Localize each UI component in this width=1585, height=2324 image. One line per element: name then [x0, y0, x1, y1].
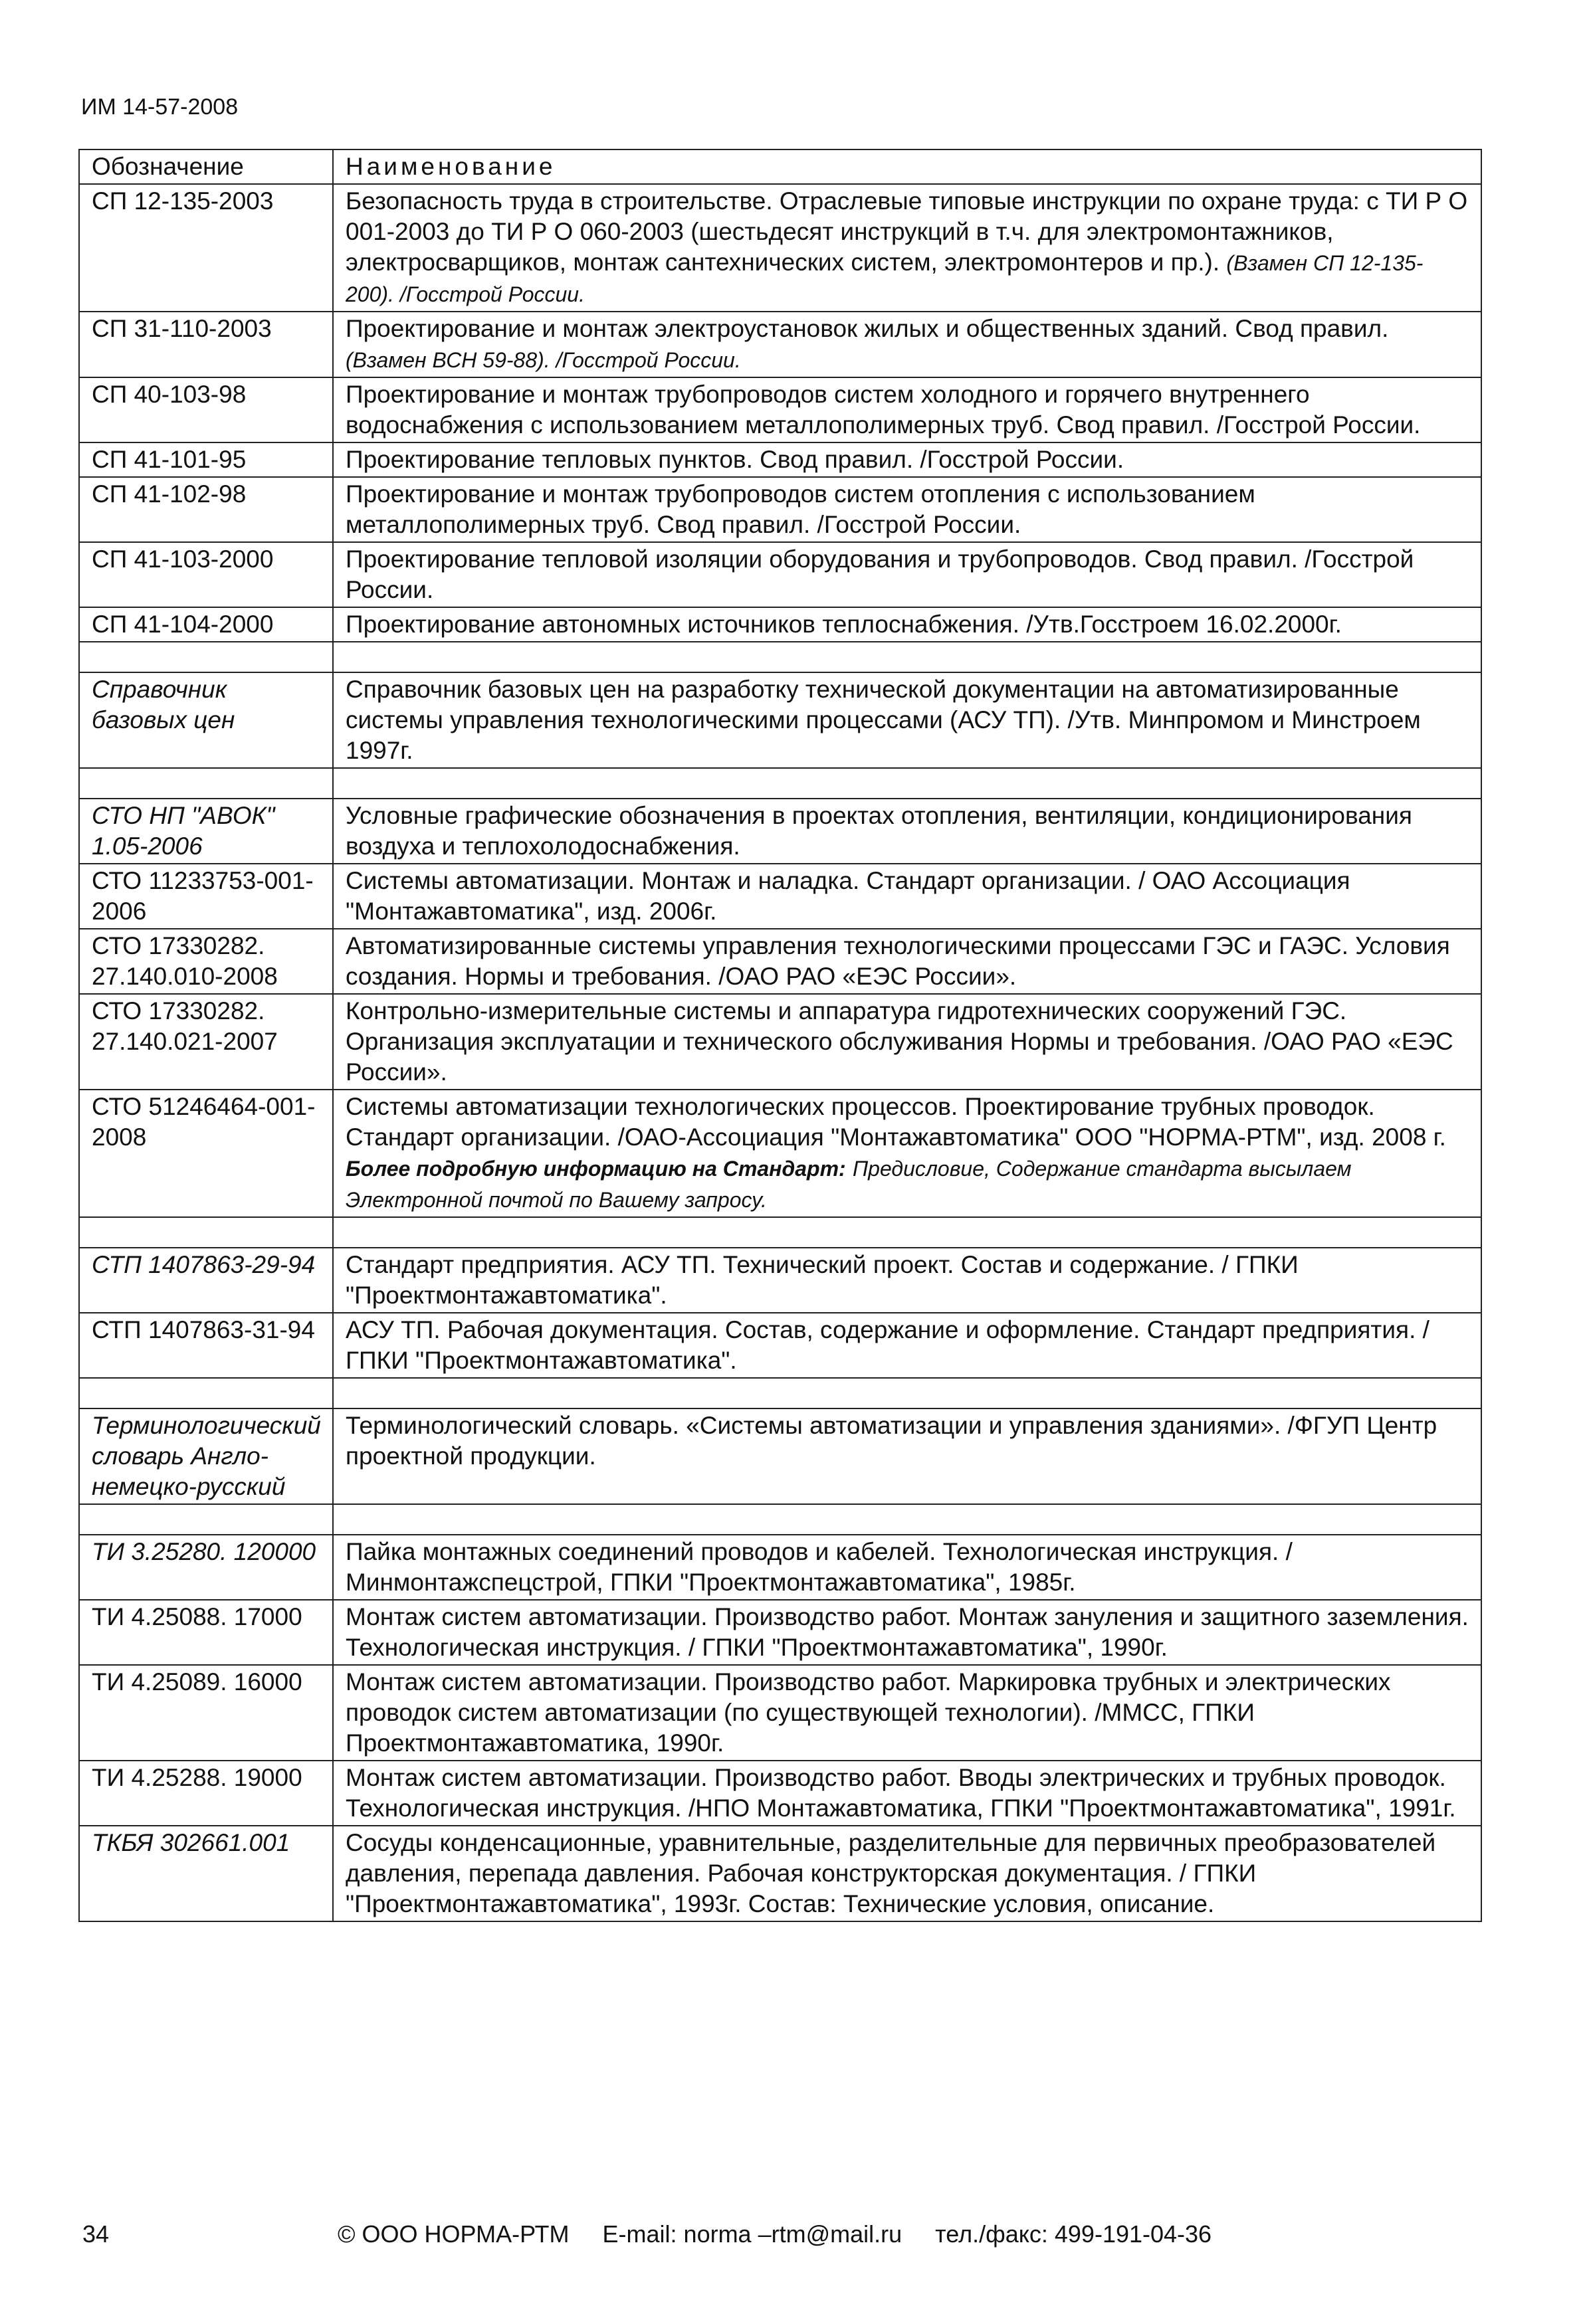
code-cell: СТО 11233753-001-2006 [79, 864, 333, 929]
code-cell: СП 41-103-2000 [79, 542, 333, 607]
name-text: Системы автоматизации. Монтаж и наладка. Стандарт организации. / ОАО Ассоциация "Монтажавтоматика", изд. 2006г. [346, 867, 1350, 925]
code-cell: СТП 1407863-31-94 [79, 1313, 333, 1378]
page-number: 34 [82, 2220, 110, 2248]
name-cell [333, 672, 1481, 768]
name-cell [333, 1408, 1481, 1504]
code-cell: Терминологический словарь Англо-немецко-русский [79, 1408, 333, 1504]
table-row [79, 1600, 1481, 1665]
spacer-cell [333, 642, 1481, 672]
table-row [79, 607, 1481, 642]
table-row [79, 1665, 1481, 1761]
spacer-row [79, 1504, 1481, 1535]
footer-email: E-mail: norma –rtm@mail.ru [602, 2220, 902, 2248]
name-text: Монтаж систем автоматизации. Производство работ. Вводы электрических и трубных проводок. Технологическая инструкция. /НПО Монтажавтоматика, ГПКИ "Проектмонтажавтоматика", 1991г. [346, 1764, 1456, 1822]
name-text: Стандарт предприятия. АСУ ТП. Технический проект. Состав и содержание. / ГПКИ "Проектмонтажавтоматика". [346, 1251, 1299, 1309]
name-text: Проектирование тепловых пунктов. Свод правил. /Госстрой России. [346, 446, 1124, 473]
name-text: Монтаж систем автоматизации. Производство работ. Маркировка трубных и электрических проводок систем автоматизации (по существующей технологии). /ММСС, ГПКИ Проектмонтажавтоматика, 1990г. [346, 1668, 1391, 1757]
footer-phone: тел./факс: 499-191-04-36 [935, 2220, 1212, 2248]
table-row [79, 1313, 1481, 1378]
table-header-row [79, 149, 1481, 184]
spacer-cell [333, 1504, 1481, 1535]
name-cell [333, 994, 1481, 1090]
code-cell: ТИ 4.25088. 17000 [79, 1600, 333, 1665]
code-cell: ТКБЯ 302661.001 [79, 1826, 333, 1921]
name-text: Системы автоматизации технологических процессов. Проектирование трубных проводок. Стандарт организации. /ОАО-Ассоциация "Монтажавтоматика" ООО "НОРМА-РТМ", изд. 2008 г. [346, 1093, 1446, 1151]
table-body [79, 184, 1481, 1921]
table-row [79, 312, 1481, 377]
name-cell [333, 1761, 1481, 1826]
footer-contacts [338, 2220, 1238, 2248]
spacer-row [79, 642, 1481, 672]
name-cell [333, 864, 1481, 929]
code-cell: СП 41-102-98 [79, 477, 333, 542]
spacer-cell [333, 768, 1481, 799]
note-text: (Взамен ВСН 59-88). /Госстрой России. [346, 348, 741, 372]
table-row [79, 1090, 1481, 1217]
name-text: Справочник базовых цен на разработку технической документации на автоматизированные системы управления технологическими процессами (АСУ ТП). /Утв. Минпромом и Минстроем 1997г. [346, 676, 1421, 764]
table-row [79, 994, 1481, 1090]
name-text: Проектирование и монтаж трубопроводов систем отопления с использованием металлополимерных труб. Свод правил. /Госстрой России. [346, 480, 1255, 538]
code-cell: СТО 17330282. 27.140.010-2008 [79, 929, 333, 994]
name-text: Терминологический словарь. «Системы автоматизации и управления зданиями». /ФГУП Центр проектной продукции. [346, 1412, 1437, 1470]
footer-company: © ООО НОРМА-РТМ [338, 2220, 570, 2248]
note-text: (Взамен СП 12-135-200). /Госстрой России. [346, 251, 1424, 306]
code-cell: СП 41-104-2000 [79, 607, 333, 642]
code-cell: СТО 51246464-001-2008 [79, 1090, 333, 1217]
code-cell: ТИ 3.25280. 120000 [79, 1535, 333, 1600]
name-text: Сосуды конденсационные, уравнительные, разделительные для первичных преобразователей давления, перепада давления. Рабочая конструкторская документация. / ГПКИ "Проектмонтажавтоматика", 1993г. Состав: Технические условия, описание. [346, 1829, 1436, 1917]
name-cell [333, 542, 1481, 607]
column-header-code: Обозначение [79, 149, 333, 184]
name-cell [333, 1826, 1481, 1921]
table-row [79, 672, 1481, 768]
code-cell: Справочник базовых цен [79, 672, 333, 768]
spacer-cell [79, 1378, 333, 1408]
table-row [79, 1408, 1481, 1504]
table-row [79, 1826, 1481, 1921]
name-text: Безопасность труда в строительстве. Отраслевые типовые инструкции по охране труда: с ТИ Р О 001-2003 до ТИ Р О 060-2003 (шестьдесят инструкций в т.ч. для электромонтажников, электросварщиков, монтаж сантехнических систем, электромонтеров и пр.). [346, 187, 1468, 276]
code-cell: ТИ 4.25288. 19000 [79, 1761, 333, 1826]
table-row [79, 799, 1481, 864]
name-text: Условные графические обозначения в проектах отопления, вентиляции, кондиционирования воздуха и теплохолодоснабжения. [346, 802, 1412, 860]
name-text: АСУ ТП. Рабочая документация. Состав, содержание и оформление. Стандарт предприятия. / ГПКИ "Проектмонтажавтоматика". [346, 1316, 1429, 1374]
name-text: Контрольно-измерительные системы и аппаратура гидротехнических сооружений ГЭС. Организация эксплуатации и технического обслуживания Нормы и требования. /ОАО РАО «ЕЭС России». [346, 997, 1453, 1086]
name-text: Проектирование и монтаж трубопроводов систем холодного и горячего внутреннего водоснабжения с использованием металлополимерных труб. Свод правил. /Госстрой России. [346, 381, 1421, 438]
name-cell [333, 1665, 1481, 1761]
spacer-row [79, 1217, 1481, 1248]
name-cell [333, 442, 1481, 477]
table-row [79, 442, 1481, 477]
code-cell: СП 41-101-95 [79, 442, 333, 477]
reference-table [78, 149, 1482, 1922]
spacer-cell [333, 1378, 1481, 1408]
spacer-cell [333, 1217, 1481, 1248]
name-cell [333, 1313, 1481, 1378]
name-cell [333, 1600, 1481, 1665]
table-row [79, 864, 1481, 929]
table-row [79, 477, 1481, 542]
spacer-cell [79, 1217, 333, 1248]
name-cell [333, 1535, 1481, 1600]
table-row [79, 1248, 1481, 1313]
code-cell: СП 31-110-2003 [79, 312, 333, 377]
name-cell [333, 1090, 1481, 1217]
name-cell [333, 799, 1481, 864]
name-text: Проектирование и монтаж электроустановок жилых и общественных зданий. Свод правил. [346, 315, 1389, 342]
table-row [79, 377, 1481, 442]
name-cell [333, 1248, 1481, 1313]
name-text: Проектирование автономных источников теплоснабжения. /Утв.Госстроем 16.02.2000г. [346, 611, 1342, 638]
code-cell: СП 12-135-2003 [79, 184, 333, 312]
name-cell [333, 477, 1481, 542]
note-text: Предисловие, Содержание стандарта высылаем Электронной почтой по Вашему запросу. [346, 1157, 1352, 1212]
code-cell: СТО 17330282. 27.140.021-2007 [79, 994, 333, 1090]
name-cell [333, 312, 1481, 377]
spacer-cell [79, 768, 333, 799]
name-cell [333, 607, 1481, 642]
table-row [79, 184, 1481, 312]
name-cell [333, 184, 1481, 312]
spacer-row [79, 768, 1481, 799]
name-text: Пайка монтажных соединений проводов и кабелей. Технологическая инструкция. /Минмонтажспецстрой, ГПКИ "Проектмонтажавтоматика", 1985г. [346, 1538, 1293, 1596]
name-cell [333, 377, 1481, 442]
code-cell: СТП 1407863-29-94 [79, 1248, 333, 1313]
name-text: Автоматизированные системы управления технологическими процессами ГЭС и ГАЭС. Условия создания. Нормы и требования. /ОАО РАО «ЕЭС России». [346, 932, 1450, 990]
name-text: Проектирование тепловой изоляции оборудования и трубопроводов. Свод правил. /Госстрой России. [346, 545, 1414, 603]
spacer-cell [79, 642, 333, 672]
name-cell [333, 929, 1481, 994]
spacer-cell [79, 1504, 333, 1535]
table-row [79, 1761, 1481, 1826]
column-header-name: Наименование [333, 149, 1481, 184]
code-cell: СТО НП "АВОК" 1.05-2006 [79, 799, 333, 864]
spacer-row [79, 1378, 1481, 1408]
name-text: Монтаж систем автоматизации. Производство работ. Монтаж зануления и защитного заземления. Технологическая инструкция. / ГПКИ "Проектмонтажавтоматика", 1990г. [346, 1603, 1469, 1661]
table-row [79, 542, 1481, 607]
code-cell: СП 40-103-98 [79, 377, 333, 442]
table-row [79, 929, 1481, 994]
table-row [79, 1535, 1481, 1600]
note-bold-text: Более подробную информацию на Стандарт: [346, 1157, 846, 1181]
code-cell: ТИ 4.25089. 16000 [79, 1665, 333, 1761]
document-code: ИМ 14-57-2008 [81, 94, 239, 120]
